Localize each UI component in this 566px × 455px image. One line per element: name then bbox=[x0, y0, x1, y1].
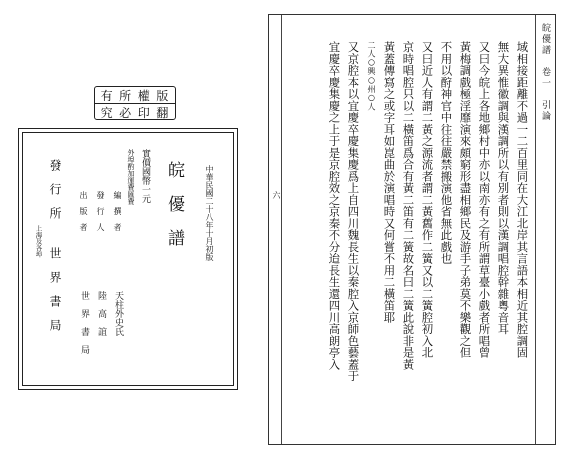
copyright-stamp-row-2 bbox=[95, 104, 175, 121]
text-column: 又曰今皖上各地鄉村中亦以南亦有之有所謂草臺小戲者所唱曾 bbox=[477, 41, 492, 359]
publication-date: 中華民國二十八年十月初版 bbox=[205, 165, 214, 261]
publisher-name: 陸 高 誼 bbox=[96, 291, 106, 336]
printer-name: 世 界 書 局 bbox=[79, 291, 89, 354]
text-column: 黃梅調戲極淫靡演來頗窮形盡相鄉民及游手子弟莫不樂觀之但 bbox=[458, 41, 473, 359]
text-column: 不用以酧神官中往往嚴禁搬演他省無此戲也 bbox=[439, 41, 454, 265]
issuer-label: 發 行 所 bbox=[48, 159, 62, 219]
text-column: 域相接距離不過一二百里同在大江北岸其言語本相近其腔調固 bbox=[515, 41, 530, 359]
text-column: 又曰近人有謂二黃之源流者謂二黃舊作二簧又以二簧腔初入北 bbox=[420, 41, 435, 359]
text-column: 黃蓋傳寫之或字耳如崑曲於演唱時又何嘗不用二橫笛耶 bbox=[382, 41, 397, 323]
stamp-char: 有 bbox=[100, 88, 114, 103]
publication-info-box bbox=[18, 128, 238, 390]
copyright-stamp bbox=[94, 86, 176, 120]
margin-rule-right bbox=[535, 15, 536, 444]
stamp-char: 版 bbox=[156, 88, 170, 103]
stamp-char: 印 bbox=[137, 106, 151, 120]
text-column: 無大異惟徽調與漢調所以有別者則以漢調唱腔幹雜粵音耳 bbox=[496, 41, 511, 335]
stamp-char: 權 bbox=[137, 88, 151, 103]
text-column: 又京腔本以宜慶卒慶集慶爲上自四川魏長生以秦腔入京師色藝蓋于 bbox=[346, 41, 361, 382]
stamp-char: 所 bbox=[119, 88, 133, 103]
stamp-char: 翻 bbox=[156, 106, 170, 120]
text-page bbox=[268, 14, 556, 445]
copyright-stamp-row-1 bbox=[95, 87, 175, 104]
publisher-label: 發 行 人 bbox=[96, 191, 105, 231]
postage-note: 外埠酌加運費匯費 bbox=[127, 149, 135, 205]
page-number: 六 bbox=[272, 191, 281, 199]
price-line: 實價國幣一元 bbox=[140, 149, 150, 203]
stamp-char: 必 bbox=[119, 106, 133, 120]
printer-label: 出 版 者 bbox=[79, 191, 88, 231]
running-head: 皖優譜 卷一 引論 bbox=[540, 23, 550, 122]
editor-name: 天柱外史氏 bbox=[113, 291, 123, 336]
editor-label: 編 撰 者 bbox=[113, 191, 122, 231]
stamp-char: 究 bbox=[100, 106, 114, 120]
issuer-name: 世 界 書 局 bbox=[48, 247, 62, 331]
colophon-page bbox=[0, 0, 262, 455]
text-annotation-column: 二人○興○州○人 bbox=[367, 41, 376, 111]
margin-rule-left bbox=[281, 15, 282, 444]
book-title: 皖 優 譜 bbox=[164, 161, 184, 246]
text-column: 宜慶卒慶集慶之上于是京腔效之京秦不分迨長生還四川高朗亭入 bbox=[327, 41, 342, 370]
issuer-address: 上海及各埠 bbox=[34, 225, 43, 258]
text-column: 京時唱腔只以二橫笛爲合有黃二笛有二簧故名曰二簧此說非是黃 bbox=[401, 41, 416, 370]
